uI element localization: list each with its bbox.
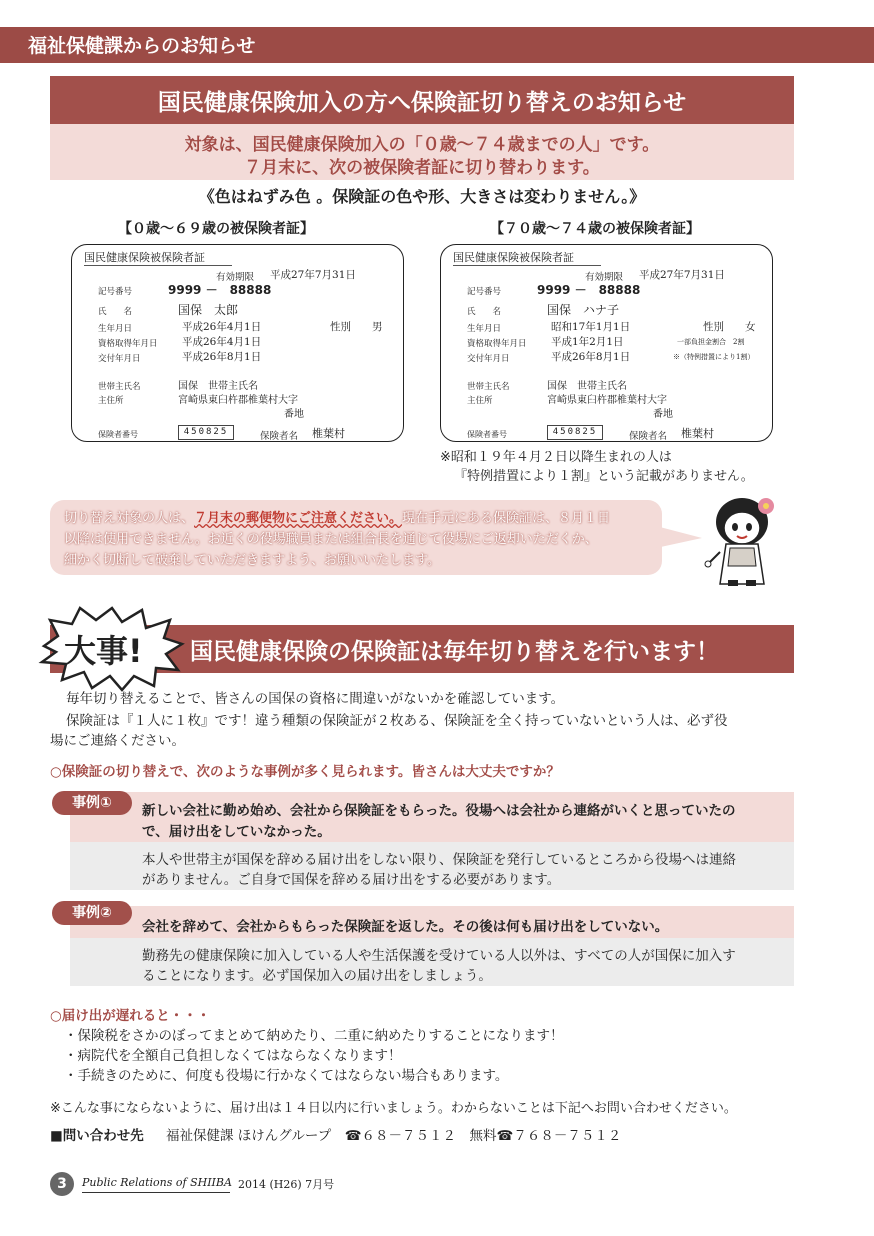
name-value: 国保 太郎 [178,303,239,317]
case-1-answer-line-1: 本人や世帯主が国保を辞める届け出をしない限り、保険証を発行しているところから役場へは連絡 [142,852,736,868]
number-value: 9999 － 88888 [537,283,641,297]
insurance-card-left [71,244,404,442]
bubble-line-2: 以降は使用できません。お近くの役場職員または組合長を通じて役場にご返却いただくか、 [64,532,598,547]
paragraph-2: 保険証は『１人に１枚』です！違う種類の保険証が２枚ある、保険証を全く持っていないという人は、必ず役 [66,713,728,729]
address-value-2: 番地 [284,409,304,420]
address-value-2: 番地 [653,409,673,420]
acquisition-label: 資格取得年月日 [467,339,527,349]
validity-label: 有効期限 [216,272,255,283]
address-value-1: 宮崎県東臼杵郡椎葉村大字 [178,395,298,406]
insurance-card-right [440,244,773,442]
card-label-right: 【７０歳〜７４歳の被保険者証】 [490,221,700,237]
case-2-question-line-1: 会社を辞めて、会社からもらった保険証を返した。その後は何も届け出をしていない。 [142,919,669,935]
validity-value: 平成27年7月31日 [270,269,356,281]
sex-label: 性別 [703,321,724,333]
target-line-2: ７月末に、次の被保険者証に切り替わります。 [244,158,600,178]
card-title: 国民健康保険被保険者証 [453,251,574,264]
bubble-line-3: 細かく切断して破棄していただきますよう、お願いいたします。 [64,553,440,568]
page-number: 3 [50,1172,74,1196]
late-heading: ○届け出が遅れると・・・ [50,1008,211,1024]
insurer-name-value: 椎葉村 [681,427,714,440]
card-note-line-1: ※昭和１９年４月２日以降生まれの人は [440,450,672,465]
insurer-number-value: 450825 [547,425,603,440]
issue-label: 交付年月日 [98,354,141,364]
special-measure-note: ※（特例措置により1割） [673,353,755,361]
insurer-name-value: 椎葉村 [312,427,345,440]
address-label: 主住所 [98,396,124,406]
late-item-3: ・手続きのために、何度も役場に行かなくてはならない場合もあります。 [64,1068,509,1084]
publication-name: Public Relations of SHIIBA [82,1176,232,1189]
address-value-1: 宮崎県東臼杵郡椎葉村大字 [547,395,667,406]
card-title: 国民健康保険被保険者証 [84,251,205,264]
number-label: 記号番号 [98,287,133,297]
mascot-illustration [700,492,786,590]
validity-label: 有効期限 [585,272,624,283]
burst-label: 大事! [64,632,143,670]
insurer-name-label: 保険者名 [629,431,668,442]
case-1-question-line-1: 新しい会社に勤め始め、会社から保険証をもらった。役場へは会社から連絡がいくと思っていたの [142,803,736,819]
case-1-tab: 事例① [52,791,132,815]
sex-value: 男 [372,321,383,333]
mail-attention-highlight: ７月末の郵便物にご注意ください。 [194,511,403,526]
closing-note: ※こんな事にならないように、届け出は１４日以内に行いましょう。わからないことは下記へお問い合わせください。 [50,1101,737,1116]
insurer-number-value: 450825 [178,425,234,440]
case-2-tab: 事例② [52,901,132,925]
bubble-line-1: 切り替え対象の人は、７月末の郵便物にご注意ください。現在手元にある保険証は、８月１日 [64,511,611,526]
card-title-rule [453,265,601,266]
name-label: 氏 名 [467,307,502,317]
insurer-number-label: 保険者番号 [467,430,507,439]
insurer-number-label: 保険者番号 [98,430,138,439]
sex-label: 性別 [330,321,351,333]
contact-value: 福祉保健課 ほけんグループ ☎６８－７５１２ 無料☎７６８－７５１２ [166,1128,622,1144]
insurer-name-label: 保険者名 [260,431,299,442]
card-note-line-2: 『特例措置により１割』という記載がありません。 [454,469,754,484]
important-title: 国民健康保険の保険証は毎年切り替えを行います！ [190,639,719,665]
speech-bubble-tail [656,526,706,550]
name-value: 国保 ハナ子 [547,303,620,317]
household-head-label: 世帯主氏名 [98,382,141,392]
case-2-answer-line-1: 勤務先の健康保険に加入している人や生活保護を受けている人以外は、すべての人が国保に加入す [142,948,736,964]
acquisition-label: 資格取得年月日 [98,339,158,349]
sex-value: 女 [745,321,756,333]
acquisition-value: 平成1年2月1日 [551,336,624,348]
household-head-value: 国保 世帯主氏名 [547,381,627,392]
birth-label: 生年月日 [98,324,133,334]
household-head-label: 世帯主氏名 [467,382,510,392]
number-value: 9999 － 88888 [168,283,272,297]
cases-heading: ○保険証の切り替えで、次のような事例が多く見られます。皆さんは大丈夫ですか？ [50,764,560,780]
card-label-left: 【０歳〜６９歳の被保険者証】 [118,221,314,237]
household-head-value: 国保 世帯主氏名 [178,381,258,392]
section-title: 福祉保健課からのお知らせ [28,35,256,57]
birth-value: 平成26年4月1日 [182,321,262,333]
case-2-answer-line-2: ることになります。必ず国保加入の届け出をしましょう。 [142,968,492,984]
validity-value: 平成27年7月31日 [639,269,725,281]
number-label: 記号番号 [467,287,502,297]
contact-label: ■問い合わせ先 [50,1128,144,1144]
paragraph-3: 場にご連絡ください。 [50,733,185,749]
card-title-rule [84,265,232,266]
late-item-2: ・病院代を全額自己負担しなくてはならなくなります！ [64,1048,402,1064]
issue-date: 2014 (H26) 7月号 [238,1178,335,1191]
issue-value: 平成26年8月1日 [182,351,262,363]
copay-ratio-note: 一部負担金割合 2割 [677,338,745,346]
issue-value: 平成26年8月1日 [551,351,631,363]
case-1-question-line-2: で、届け出をしていなかった。 [142,824,331,840]
name-label: 氏 名 [98,307,133,317]
publication-underline [82,1192,230,1193]
color-note: 《色はねずみ色 。保険証の色や形、大きさは変わりません。》 [198,187,646,206]
acquisition-value: 平成26年4月1日 [182,336,262,348]
target-line-1: 対象は、国民健康保険加入の「０歳〜７４歳までの人」です。 [184,135,660,155]
notice-title: 国民健康保険加入の方へ保険証切り替えのお知らせ [157,90,687,116]
late-item-1: ・保険税をさかのぼってまとめて納めたり、二重に納めたりすることになります！ [64,1028,564,1044]
address-label: 主住所 [467,396,493,406]
case-1-answer-line-2: がありません。ご自身で国保を辞める届け出をする必要があります。 [142,872,561,888]
birth-value: 昭和17年1月1日 [551,321,631,333]
birth-label: 生年月日 [467,324,502,334]
paragraph-1: 毎年切り替えることで、皆さんの国保の資格に間違いがないかを確認しています。 [66,691,565,707]
issue-label: 交付年月日 [467,354,510,364]
